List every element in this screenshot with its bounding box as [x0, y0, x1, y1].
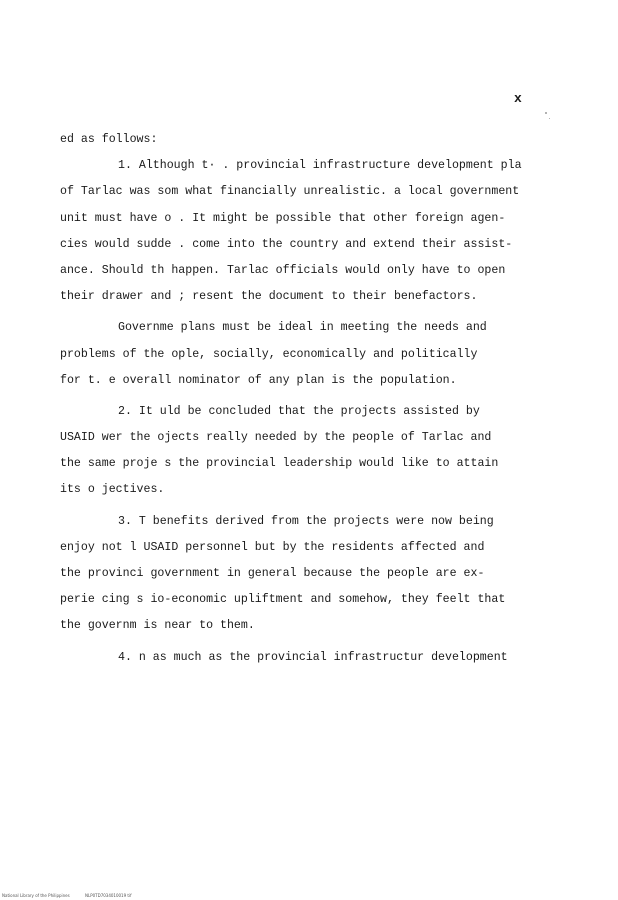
text-line: for t. e overall nominator of any plan is the population. [60, 373, 457, 387]
text-line: their drawer and ; resent the document to their benefactors. [60, 290, 478, 304]
text-line: the governm is near to them. [60, 619, 255, 633]
text-line: ed as follows: [60, 133, 158, 146]
text-line: USAID wer the ojects really needed by the people of Tarlac and [60, 431, 492, 445]
footer-code: NLP0TD7034010019 tif [85, 893, 132, 898]
text-line: enjoy not l USAID personnel but by the residents affected and [60, 540, 485, 554]
text-line: 4. n as much as the provincial infrastructur development [118, 650, 508, 664]
text-line: problems of the ople, socially, economically and politically [60, 347, 478, 361]
body-text [60, 127, 536, 671]
text-line: of Tarlac was som what financially unrealistic. a local government [60, 185, 520, 199]
text-line: its o jectives. [60, 483, 165, 497]
scan-footer [2, 893, 146, 898]
text-line: perie cing s io-economic upliftment and somehow, they feelt that [60, 593, 506, 607]
page-number: x [514, 91, 523, 106]
text-line: the provinci government in general because the people are ex- [60, 567, 485, 580]
text-line: ance. Should th happen. Tarlac officials would only have to open [60, 263, 506, 277]
text-line: Governme plans must be ideal in meeting the needs and [118, 321, 487, 335]
text-line: cies would sudde . come into the country and extend their assist- [60, 237, 513, 251]
footer-institution: National Library of the Philippines [2, 893, 70, 898]
text-line: the same proje s the provincial leadership would like to attain [60, 457, 499, 471]
text-line: unit must have o . It might be possible that other foreign agen- [60, 211, 506, 225]
text-line: 1. Although t· . provincial infrastructure development pla [118, 159, 522, 173]
scan-speck [549, 118, 550, 119]
scan-speck [545, 112, 547, 114]
text-line: 2. It uld be concluded that the projects assisted by [118, 404, 480, 418]
text-line: 3. T benefits derived from the projects were now being [118, 514, 494, 528]
